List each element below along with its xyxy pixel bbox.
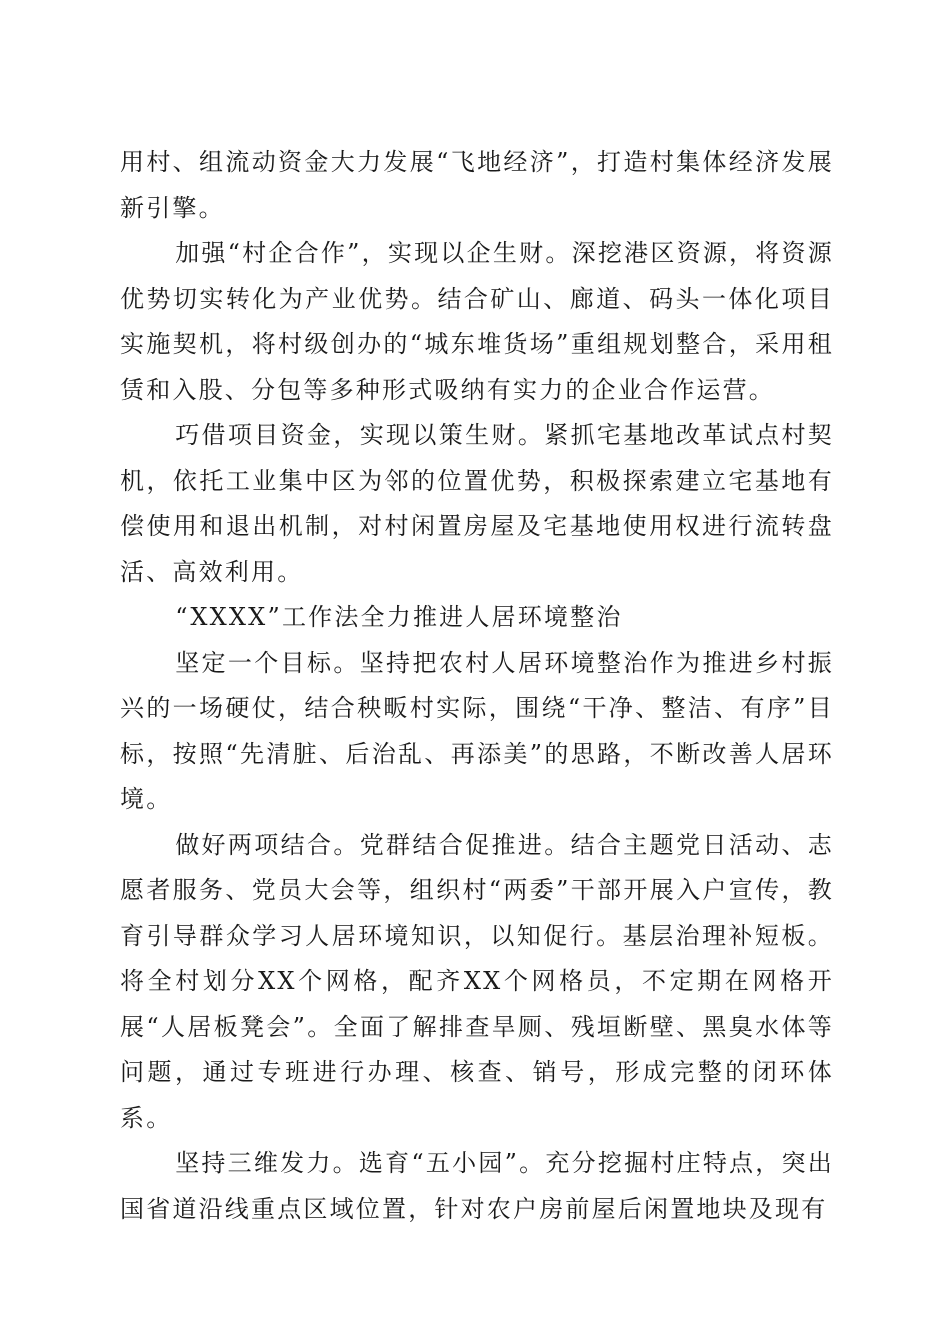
paragraph-village-enterprise: 加强“村企合作”，实现以企生财。深挖港区资源，将资源优势切实转化为产业优势。结合矿山、廊道、码头一体化项目实施契机，将村级创办的“城东堆货场”重组规划整合，采用租赁和入股、分包等多种形式吸纳有实力的企业合作运营。 [120,239,834,404]
paragraph-two-combinations: 做好两项结合。党群结合促推进。结合主题党日活动、志愿者服务、党员大会等，组织村“两委”干部开展入户宣传，教育引导群众学习人居环境知识，以知促行。基层治理补短板。将全村划分XX个网格，配齐XX个网格员，不定期在网格开展“人居板凳会”。全面了解排查旱厕、残垣断壁、黑臭水体等问题，通过专班进行办理、核查、销号，形成完整的闭环体系。 [120,830,834,1132]
section-heading: “XXXX”工作法全力推进人居环境整治 [175,603,623,631]
document-body [120,140,834,1232]
paragraph-project-funds: 巧借项目资金，实现以策生财。紧抓宅基地改革试点村契机，依托工业集中区为邻的位置优势，积极探索建立宅基地有偿使用和退出机制，对村闲置房屋及宅基地使用权进行流转盘活、高效利用。 [120,421,834,586]
paragraph-three-dimensions: 坚持三维发力。选育“五小园”。充分挖掘村庄特点，突出国省道沿线重点区域位置，针对农户房前屋后闲置地块及现有 [120,1149,834,1223]
paragraph-continuation: 用村、组流动资金大力发展“飞地经济”，打造村集体经济发展新引擎。 [120,148,834,222]
paragraph-one-goal: 坚定一个目标。坚持把农村人居环境整治作为推进乡村振兴的一场硬仗，结合秧畈村实际，围绕“干净、整洁、有序”目标，按照“先清脏、后治乱、再添美”的思路，不断改善人居环境。 [120,648,834,813]
